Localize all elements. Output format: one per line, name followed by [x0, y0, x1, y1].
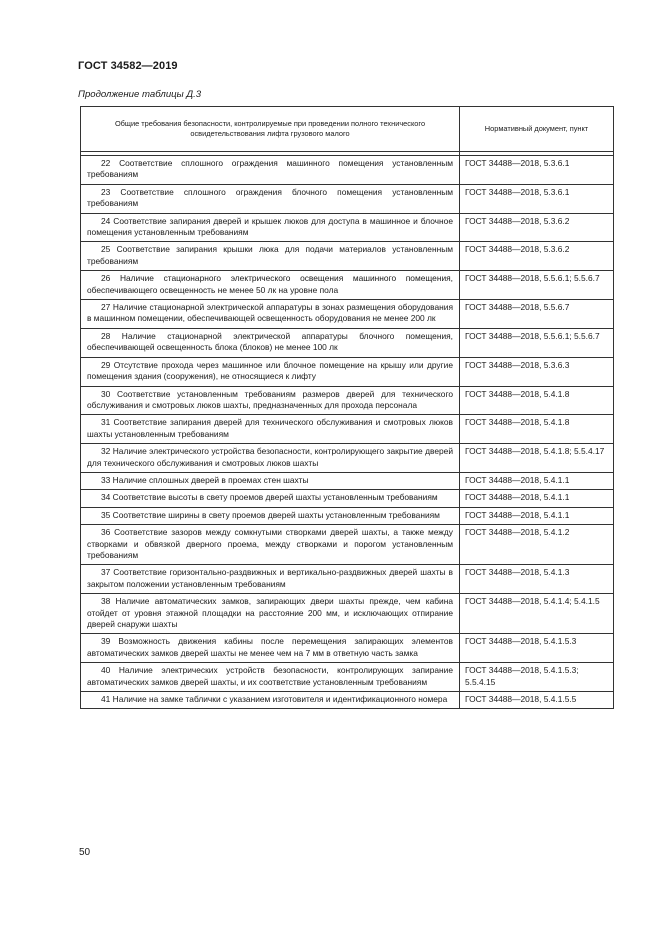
- table-row: [81, 300, 614, 329]
- table-row: [81, 634, 614, 663]
- table-row: [81, 271, 614, 300]
- normative-reference-cell: ГОСТ 34488—2018, 5.4.1.5.3: [460, 634, 614, 663]
- requirement-cell: 24 Соответствие запирания дверей и крышек люков для доступа в машинное и блочное помещения установленным требованиям: [81, 213, 460, 242]
- table-row: [81, 663, 614, 692]
- requirement-cell: 25 Соответствие запирания крышки люка для подачи материалов установленным требованиям: [81, 242, 460, 271]
- normative-reference-cell: ГОСТ 34488—2018, 5.4.1.2: [460, 525, 614, 565]
- table-row: [81, 242, 614, 271]
- table-row: [81, 444, 614, 473]
- normative-reference-cell: ГОСТ 34488—2018, 5.3.6.1: [460, 156, 614, 185]
- requirement-cell: 37 Соответствие горизонтально-раздвижных и вертикально-раздвижных дверей шахты в закрытом положении установленным требованиям: [81, 565, 460, 594]
- table-row: [81, 472, 614, 489]
- normative-reference-cell: ГОСТ 34488—2018, 5.5.6.1; 5.5.6.7: [460, 271, 614, 300]
- table-row: [81, 692, 614, 709]
- normative-reference-cell: ГОСТ 34488—2018, 5.4.1.5.3; 5.5.4.15: [460, 663, 614, 692]
- table-row: [81, 565, 614, 594]
- requirement-cell: 26 Наличие стационарного электрического освещения машинного помещения, обеспечивающего освещенность не менее 50 лк на уровне пола: [81, 271, 460, 300]
- requirement-cell: 27 Наличие стационарной электрической аппаратуры в зонах размещения оборудования в машинном помещении, обеспечивающей освещенность оборудования не менее 200 лк: [81, 300, 460, 329]
- normative-reference-cell: ГОСТ 34488—2018, 5.4.1.8: [460, 415, 614, 444]
- normative-reference-cell: ГОСТ 34488—2018, 5.3.6.3: [460, 357, 614, 386]
- requirement-cell: 34 Соответствие высоты в свету проемов дверей шахты установленным требованиям: [81, 490, 460, 507]
- table-row: [81, 357, 614, 386]
- normative-reference-cell: ГОСТ 34488—2018, 5.4.1.1: [460, 507, 614, 524]
- normative-reference-cell: ГОСТ 34488—2018, 5.4.1.4; 5.4.1.5: [460, 594, 614, 634]
- requirements-table: [80, 106, 614, 709]
- normative-reference-cell: ГОСТ 34488—2018, 5.5.6.7: [460, 300, 614, 329]
- normative-reference-cell: ГОСТ 34488—2018, 5.5.6.1; 5.5.6.7: [460, 328, 614, 357]
- table-row: [81, 156, 614, 185]
- requirement-cell: 32 Наличие электрического устройства безопасности, контролирующего закрытие дверей для технического обслуживания и смотровых люков шахты: [81, 444, 460, 473]
- requirement-cell: 35 Соответствие ширины в свету проемов дверей шахты установленным требованиям: [81, 507, 460, 524]
- requirement-cell: 28 Наличие стационарной электрической аппаратуры блочного помещения, обеспечивающей освещенность блока (блоков) не менее 100 лк: [81, 328, 460, 357]
- column-header-normative-document: Нормативный документ, пункт: [460, 107, 614, 152]
- table-row: [81, 386, 614, 415]
- table-continuation-caption: Продолжение таблицы Д.3: [78, 89, 202, 100]
- table-row: [81, 594, 614, 634]
- table-row: [81, 184, 614, 213]
- normative-reference-cell: ГОСТ 34488—2018, 5.3.6.2: [460, 213, 614, 242]
- requirement-cell: 33 Наличие сплошных дверей в проемах стен шахты: [81, 472, 460, 489]
- normative-reference-cell: ГОСТ 34488—2018, 5.4.1.1: [460, 472, 614, 489]
- requirement-cell: 29 Отсутствие прохода через машинное или блочное помещение на крышу или другие помещения здания (сооружения), не относящиеся к лифту: [81, 357, 460, 386]
- requirement-cell: 23 Соответствие сплошного ограждения блочного помещения установленным требованиям: [81, 184, 460, 213]
- table-row: [81, 415, 614, 444]
- requirement-cell: 36 Соответствие зазоров между сомкнутыми створками дверей шахты, а также между створками и обвязкой дверного проема, между створками и порогом установленным требованиям: [81, 525, 460, 565]
- table-header-row: [81, 107, 614, 152]
- table-row: [81, 507, 614, 524]
- table-row: [81, 490, 614, 507]
- normative-reference-cell: ГОСТ 34488—2018, 5.4.1.5.5: [460, 692, 614, 709]
- column-header-requirements: Общие требования безопасности, контролируемые при проведении полного технического освидетельствования лифта грузового малого: [81, 107, 460, 152]
- table-row: [81, 328, 614, 357]
- page-number: 50: [79, 847, 91, 858]
- requirement-cell: 30 Соответствие установленным требованиям размеров дверей для технического обслуживания и смотровых люков шахты, предназначенных для прохода персонала: [81, 386, 460, 415]
- normative-reference-cell: ГОСТ 34488—2018, 5.3.6.1: [460, 184, 614, 213]
- normative-reference-cell: ГОСТ 34488—2018, 5.4.1.1: [460, 490, 614, 507]
- table-row: [81, 525, 614, 565]
- requirement-cell: 39 Возможность движения кабины после перемещения запирающих элементов автоматических замков дверей шахты не менее чем на 7 мм в ответную часть замка: [81, 634, 460, 663]
- normative-reference-cell: ГОСТ 34488—2018, 5.4.1.8: [460, 386, 614, 415]
- requirement-cell: 22 Соответствие сплошного ограждения машинного помещения установленным требованиям: [81, 156, 460, 185]
- normative-reference-cell: ГОСТ 34488—2018, 5.3.6.2: [460, 242, 614, 271]
- document-title: ГОСТ 34582—2019: [78, 60, 178, 72]
- requirement-cell: 41 Наличие на замке таблички с указанием изготовителя и идентификационного номера: [81, 692, 460, 709]
- requirement-cell: 40 Наличие электрических устройств безопасности, контролирующих запирание автоматических замков дверей шахты, и их соответствие установленным требованиям: [81, 663, 460, 692]
- table-row: [81, 213, 614, 242]
- requirement-cell: 31 Соответствие запирания дверей для технического обслуживания и смотровых люков шахты установленным требованиям: [81, 415, 460, 444]
- normative-reference-cell: ГОСТ 34488—2018, 5.4.1.8; 5.5.4.17: [460, 444, 614, 473]
- normative-reference-cell: ГОСТ 34488—2018, 5.4.1.3: [460, 565, 614, 594]
- requirement-cell: 38 Наличие автоматических замков, запирающих двери шахты прежде, чем кабина отойдет от уровня этажной площадки на расстояние 200 мм, и исключающих отпирание дверей снаружи шахты: [81, 594, 460, 634]
